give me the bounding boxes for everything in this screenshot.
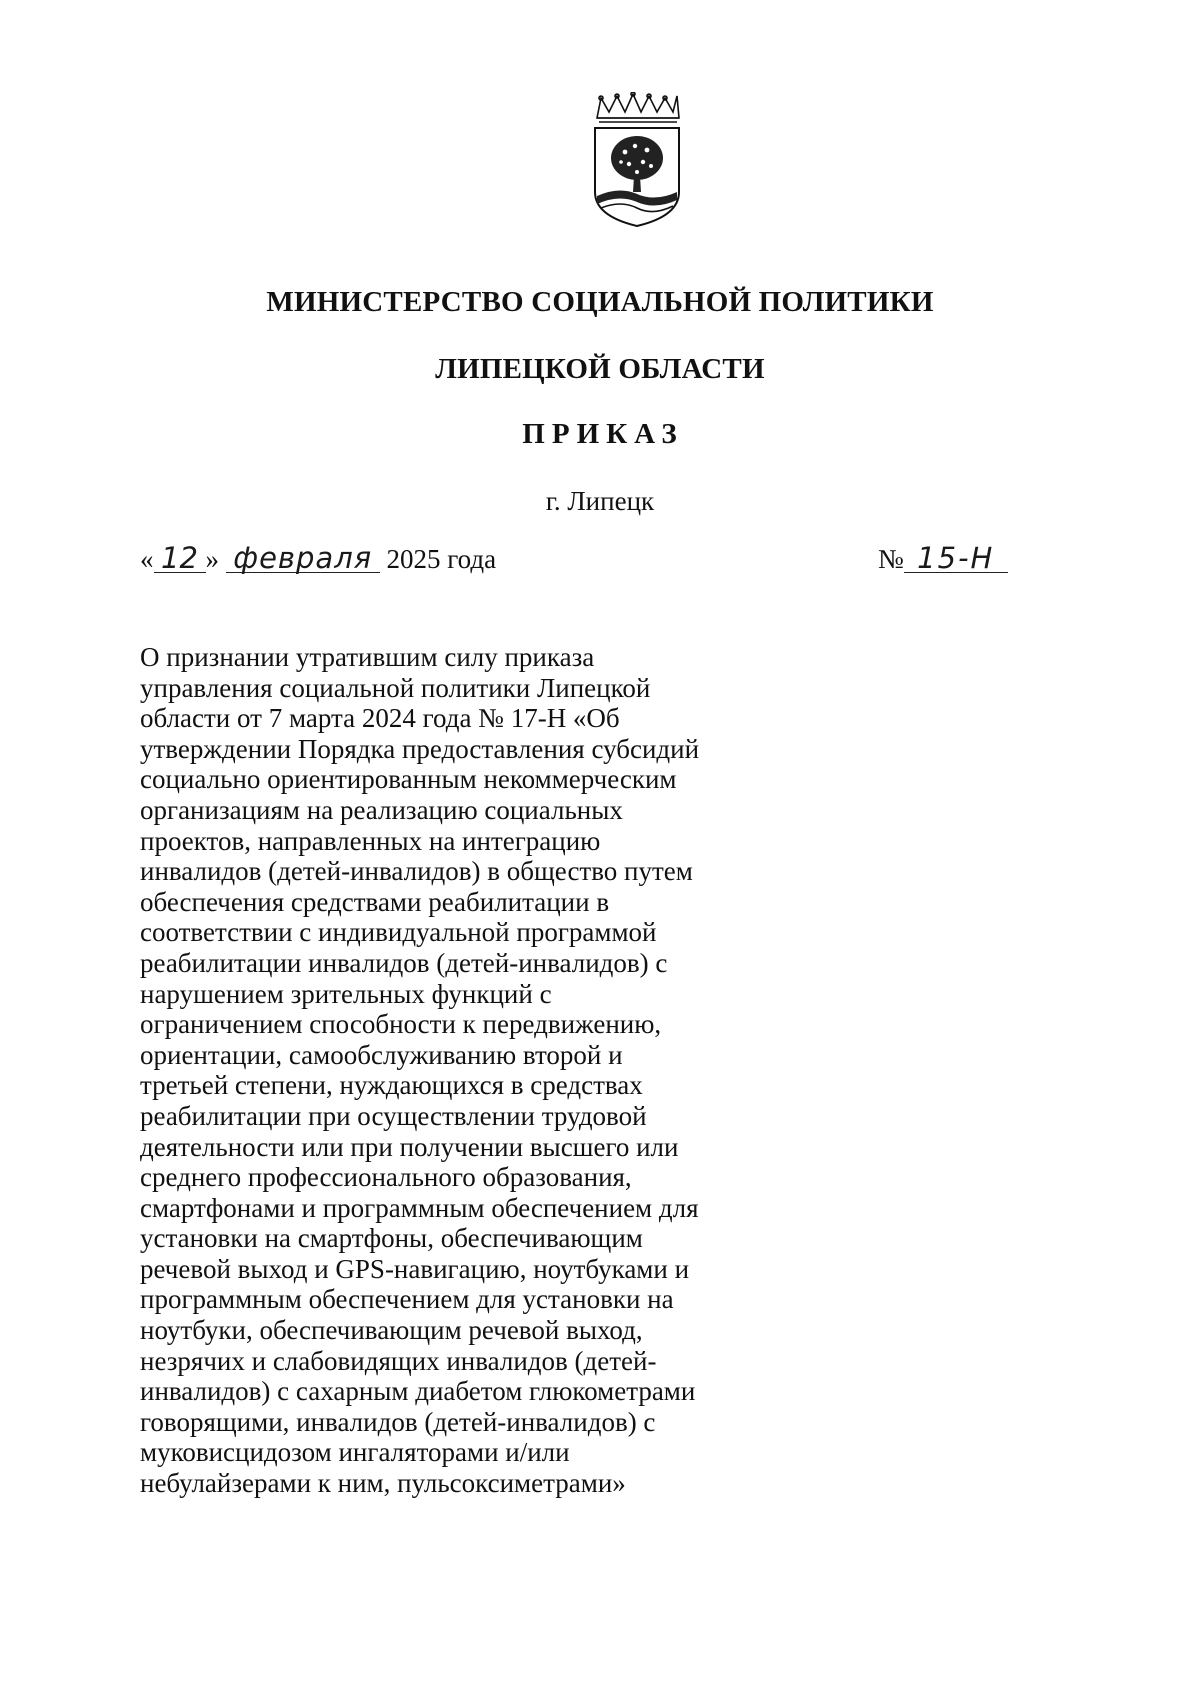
- document-type: ПРИКАЗ: [522, 418, 684, 450]
- ministry-title-line1: МИНИСТЕРСТВО СОЦИАЛЬНОЙ ПОЛИТИКИ: [266, 286, 934, 318]
- date-year: 2025 года: [386, 544, 497, 574]
- document-subject: О признании утратившим силу приказа управления социальной политики Липецкой области от 7 марта 2024 года № 17-Н «Об утверждении Порядка предоставления субсидий социально ориентированным некоммерческим организациям на реализацию социальных проектов, направленных на интеграцию инвалидов (детей-инвалидов) в общество путем обеспечения средствами реабилитации в соответствии с индивидуальной программой реабилитации инвалидов (детей-инвалидов) с нарушением зрительных функций с ограничением способности к передвижению, ориентации, самообслуживанию второй и третьей степени, нуждающихся в средствах реабилитации при осуществлении трудовой деятельности или при получении высшего или среднего профессионального образования, смартфонами и программным обеспечением для установки на смартфоны, обеспечивающим речевой выход и GPS-навигацию, ноутбуками и программным обеспечением для установки на ноутбуки, обеспечивающим речевой выход, незрячих и слабовидящих инвалидов (детей- инвалидов) с сахарным диабетом глюкометрами говорящими, инвалидов (детей-инвалидов) с муковисцидозом ингаляторами и/или небулайзерами к ним, пульсоксиметрами»: [140, 642, 700, 1499]
- number-value-handwritten: 15-Н: [904, 544, 1008, 573]
- date-open-quote: «: [140, 544, 154, 574]
- document-number: [878, 541, 1008, 575]
- date-day-handwritten: 12: [154, 544, 206, 573]
- number-prefix: №: [878, 544, 904, 574]
- date-month-handwritten: февраля: [226, 544, 380, 573]
- date-close-quote: »: [205, 544, 219, 574]
- ministry-title-line2: ЛИПЕЦКОЙ ОБЛАСТИ: [435, 353, 765, 385]
- lipetsk-coat-of-arms-icon: [589, 92, 685, 232]
- city: г. Липецк: [545, 486, 655, 516]
- document-date: [140, 541, 497, 575]
